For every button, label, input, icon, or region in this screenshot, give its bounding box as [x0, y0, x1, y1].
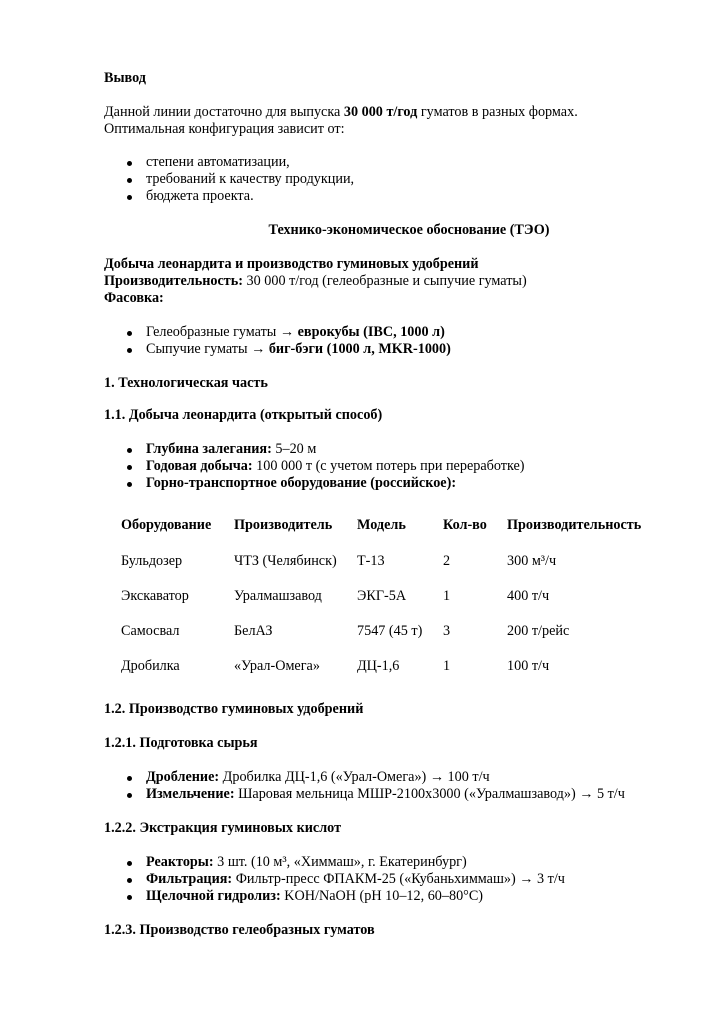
table-cell: 7547 (45 т) — [357, 623, 423, 639]
table-cell: 300 м³/ч — [507, 553, 557, 569]
table-cell: Самосвал — [121, 623, 180, 639]
table-cell: 100 т/ч — [507, 658, 550, 674]
table-cell: 400 т/ч — [507, 588, 550, 604]
table-cell: Дробилка — [121, 658, 180, 674]
bullet-icon — [127, 793, 132, 798]
list-item: требований к качеству продукции, — [146, 171, 355, 187]
table-cell: Бульдозер — [121, 553, 183, 569]
list-item: Сыпучие гуматы → биг-бэги (1000 л, MKR-1000) — [146, 341, 451, 357]
list-item: степени автоматизации, — [146, 154, 290, 170]
list-item: Гелеобразные гуматы → еврокубы (IBC, 1000 л) — [146, 324, 445, 340]
conclusion-line-2: Оптимальная конфигурация зависит от: — [104, 121, 345, 137]
teo-packing-label: Фасовка: — [104, 290, 164, 306]
table-cell: 200 т/рейс — [507, 623, 570, 639]
table-cell: «Урал-Омега» — [234, 658, 320, 674]
conclusion-line-1: Данной линии достаточно для выпуска 30 000 т/год гуматов в разных формах. — [104, 104, 578, 120]
teo-capacity: Производительность: 30 000 т/год (гелеобразные и сыпучие гуматы) — [104, 273, 527, 289]
table-cell: Т-13 — [357, 553, 385, 569]
table-cell: БелАЗ — [234, 623, 273, 639]
teo-subtitle: Добыча леонардита и производство гуминовых удобрений — [104, 256, 479, 272]
bullet-icon — [127, 161, 132, 166]
section-1-2-3-heading: 1.2.3. Производство гелеобразных гуматов — [104, 922, 375, 938]
bullet-icon — [127, 195, 132, 200]
bullet-icon — [127, 776, 132, 781]
table-cell: 1 — [443, 658, 451, 674]
list-item: Фильтрация: Фильтр-пресс ФПАКМ-25 («Кубаньхиммаш») → 3 т/ч — [146, 871, 565, 887]
list-item: Реакторы: 3 шт. (10 м³, «Химмаш», г. Екатеринбург) — [146, 854, 467, 870]
list-item: Измельчение: Шаровая мельница МШР-2100х3000 («Уралмашзавод») → 5 т/ч — [146, 786, 625, 802]
column-header: Кол-во — [443, 517, 487, 533]
column-header: Производительность — [507, 517, 642, 533]
section-1-1-heading: 1.1. Добыча леонардита (открытый способ) — [104, 407, 383, 423]
bullet-icon — [127, 878, 132, 883]
section-1-2-1-heading: 1.2.1. Подготовка сырья — [104, 735, 258, 751]
list-item: Горно-транспортное оборудование (российское): — [146, 475, 457, 491]
bullet-icon — [127, 448, 132, 453]
bullet-icon — [127, 482, 132, 487]
section-1-2-heading: 1.2. Производство гуминовых удобрений — [104, 701, 364, 717]
bullet-icon — [127, 331, 132, 336]
table-cell: 3 — [443, 623, 451, 639]
column-header: Производитель — [234, 517, 333, 533]
column-header: Оборудование — [121, 517, 212, 533]
bullet-icon — [127, 348, 132, 353]
column-header: Модель — [357, 517, 406, 533]
list-item: Глубина залегания: 5–20 м — [146, 441, 317, 457]
section-1-heading: 1. Технологическая часть — [104, 375, 268, 391]
bullet-icon — [127, 178, 132, 183]
table-cell: 1 — [443, 588, 451, 604]
list-item: бюджета проекта. — [146, 188, 254, 204]
conclusion-heading: Вывод — [104, 70, 146, 86]
section-1-2-2-heading: 1.2.2. Экстракция гуминовых кислот — [104, 820, 342, 836]
table-cell: ДЦ-1,6 — [357, 658, 400, 674]
list-item: Годовая добыча: 100 000 т (с учетом потерь при переработке) — [146, 458, 525, 474]
table-cell: 2 — [443, 553, 451, 569]
table-cell: Экскаватор — [121, 588, 189, 604]
table-cell: Уралмашзавод — [234, 588, 322, 604]
bullet-icon — [127, 861, 132, 866]
table-cell: ЧТЗ (Челябинск) — [234, 553, 337, 569]
teo-title: Технико-экономическое обоснование (ТЭО) — [268, 222, 550, 238]
list-item: Щелочной гидролиз: KOH/NaOH (pH 10–12, 60–80°C) — [146, 888, 484, 904]
table-cell: ЭКГ-5А — [357, 588, 407, 604]
bullet-icon — [127, 465, 132, 470]
bullet-icon — [127, 895, 132, 900]
list-item: Дробление: Дробилка ДЦ-1,6 («Урал-Омега») → 100 т/ч — [146, 769, 490, 785]
